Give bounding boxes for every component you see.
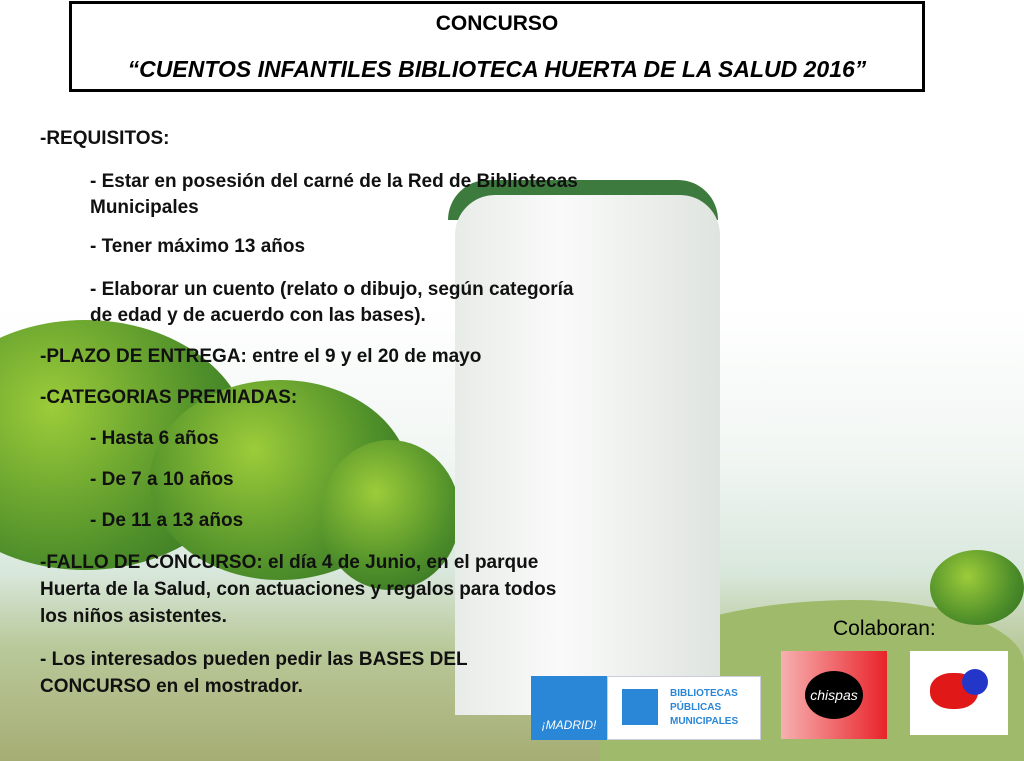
requisito-2: - Tener máximo 13 años: [90, 236, 306, 257]
categorias-heading: -CATEGORIAS PREMIADAS:: [40, 387, 298, 408]
title-line2: “CUENTOS INFANTILES BIBLIOTECA HUERTA DE LA SALUD 2016”: [127, 56, 867, 82]
bibliotecas-logo: [607, 676, 761, 740]
plazo-label: -PLAZO DE ENTREGA:: [40, 346, 247, 367]
fallo: [40, 549, 538, 576]
bib-line1: BIBLIOTECAS: [670, 688, 738, 699]
bib-line2: PÚBLICAS: [670, 702, 722, 713]
plazo-text: entre el 9 y el 20 de mayo: [246, 346, 482, 367]
categoria-1: - Hasta 6 años: [90, 428, 219, 449]
bib-line3: MUNICIPALES: [670, 716, 739, 727]
fallo-text: el día 4 de Junio, en el parque: [262, 552, 539, 573]
fallo-label: -FALLO DE CONCURSO:: [40, 552, 263, 573]
elephant-logo: [910, 651, 1008, 735]
plazo: [40, 343, 481, 370]
categoria-3: - De 11 a 13 años: [90, 510, 244, 531]
requisito-1: - Estar en posesión del carné de la Red de Bibliotecas: [90, 171, 578, 192]
fallo-line2: Huerta de la Salud, con actuaciones y regalos para todos: [40, 579, 557, 600]
title-line1: CONCURSO: [435, 12, 559, 35]
title-box: [69, 1, 925, 92]
madrid-logo-text: ¡MADRID!: [541, 718, 597, 732]
requisito-3b: de edad y de acuerdo con las bases).: [90, 305, 426, 326]
fallo-line3: los niños asistentes.: [40, 606, 227, 627]
bases-line2: CONCURSO en el mostrador.: [40, 676, 303, 697]
requisitos-heading: -REQUISITOS:: [40, 128, 170, 149]
library-reader-icon: [622, 689, 658, 725]
requisito-1b: Municipales: [90, 197, 199, 218]
categoria-2: - De 7 a 10 años: [90, 469, 234, 490]
colaboran-label: Colaboran:: [833, 617, 936, 640]
requisito-3: - Elaborar un cuento (relato o dibujo, según categoría: [90, 279, 574, 300]
chispas-logo-text: chispas: [805, 671, 863, 719]
blue-circle-icon: [962, 669, 988, 695]
madrid-logo: [531, 676, 607, 740]
bases-line1: - Los interesados pueden pedir las BASES DEL: [40, 649, 468, 670]
chispas-logo: [781, 651, 887, 739]
